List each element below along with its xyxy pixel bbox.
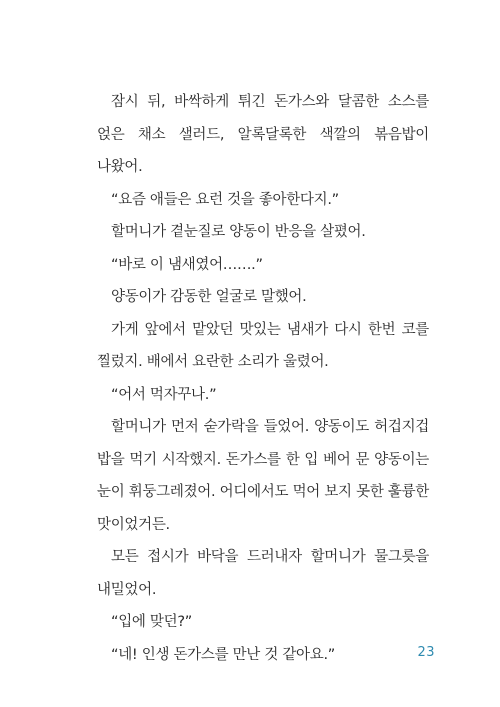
paragraph-1: 잠시 뒤, 바싹하게 튀긴 돈가스와 달콤한 소스를 얹은 채소 샐러드, 알록달록한 색깔의 볶음밥이 나왔어. [97, 94, 429, 175]
paragraph-5: 양동이가 감동한 얼굴로 말했어. [111, 289, 307, 305]
page-number: 23 [417, 645, 435, 660]
body-text [97, 86, 429, 671]
paragraph-7: “어서 먹자꾸나.” [111, 386, 217, 403]
paragraph-2: “요즘 애들은 요런 것을 좋아한다지.” [111, 191, 339, 208]
paragraph-3: 할머니가 곁눈질로 양동이 반응을 살폈어. [111, 224, 366, 240]
paragraph-6: 가게 앞에서 맡았던 맛있는 냄새가 다시 한번 코를 찔렀지. 배에서 요란한 소리가 울렸어. [97, 321, 429, 370]
paragraph-11: “네! 인생 돈가스를 만난 것 같아요.” [111, 646, 335, 663]
paragraph-10: “입에 맞던?” [111, 614, 192, 630]
paragraph-4: “바로 이 냄새였어…….” [111, 256, 263, 273]
paragraph-9: 모든 접시가 바닥을 드러내자 할머니가 물그릇을 내밀었어. [97, 549, 429, 598]
paragraph-8: 할머니가 먼저 숟가락을 들었어. 양동이도 허겁지겁 밥을 먹기 시작했지. 돈가스를 한 입 베어 문 양동이는 눈이 휘둥그레졌어. 어디에서도 먹어 보지 못한 훌륭한 맛이었거든. [97, 419, 429, 533]
